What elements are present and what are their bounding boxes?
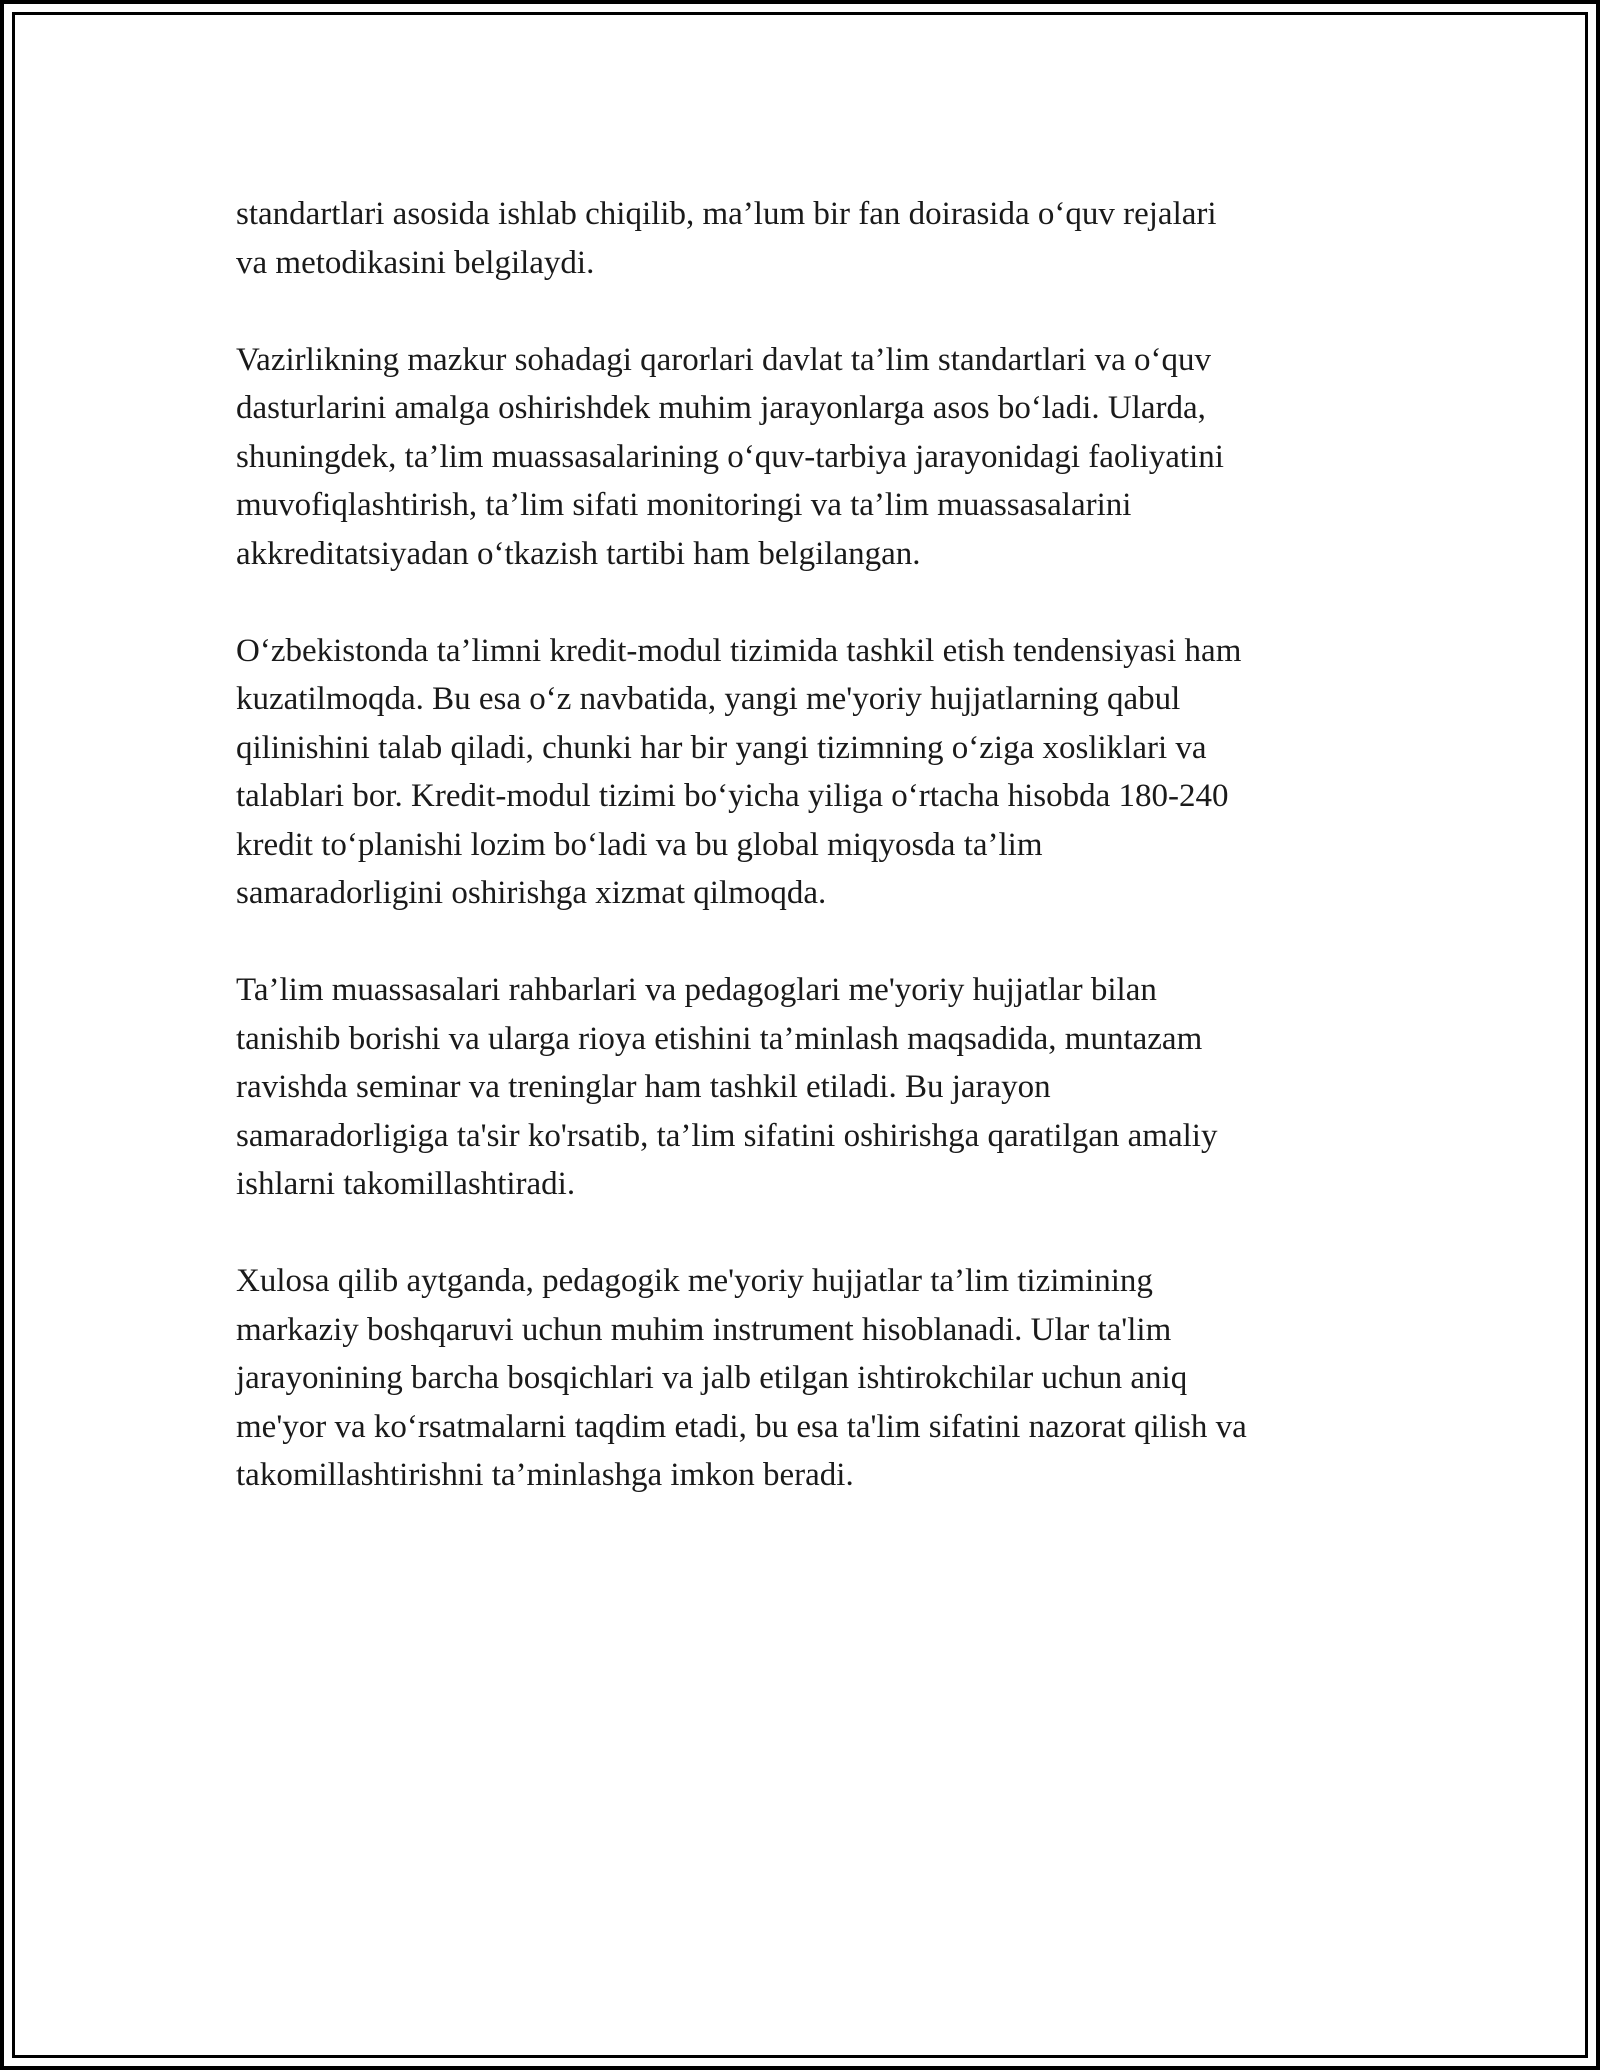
- document-body: [236, 190, 1366, 1548]
- text-line: talablari bor. Kredit-modul tizimi bo‘yicha yiliga o‘rtacha hisobda 180-240: [236, 778, 1229, 814]
- text-line: kuzatilmoqda. Bu esa o‘z navbatida, yangi me'yoriy hujjatlarning qabul: [236, 681, 1181, 717]
- paragraph: [236, 627, 1366, 918]
- text-line: ishlarni takomillashtiradi.: [236, 1166, 576, 1202]
- text-line: Xulosa qilib aytganda, pedagogik me'yoriy hujjatlar ta’lim tizimining: [236, 1263, 1153, 1299]
- text-line: O‘zbekistonda ta’limni kredit-modul tizimida tashkil etish tendensiyasi ham: [236, 632, 1242, 669]
- text-line: samaradorligiga ta'sir ko'rsatib, ta’lim sifatini oshirishga qaratilgan amaliy: [236, 1117, 1218, 1154]
- text-line: me'yor va ko‘rsatmalarni taqdim etadi, bu esa ta'lim sifatini nazorat qilish va: [236, 1408, 1247, 1445]
- text-line: muvofiqlashtirish, ta’lim sifati monitoringi va ta’lim muassasalarini: [236, 487, 1132, 523]
- text-line: markaziy boshqaruvi uchun muhim instrument hisoblanadi. Ular ta'lim: [236, 1311, 1172, 1348]
- text-line: ravishda seminar va treninglar ham tashkil etiladi. Bu jarayon: [236, 1069, 1051, 1105]
- text-line: Vazirlikning mazkur sohadagi qarorlari davlat ta’lim standartlari va o‘quv: [236, 341, 1211, 378]
- paragraph: [236, 336, 1366, 579]
- text-line: shuningdek, ta’lim muassasalarining o‘quv-tarbiya jarayonidagi faoliyatini: [236, 438, 1224, 475]
- text-line: akkreditatsiyadan o‘tkazish tartibi ham belgilangan.: [236, 535, 921, 572]
- text-line: Ta’lim muassasalari rahbarlari va pedagoglari me'yoriy hujjatlar bilan: [236, 972, 1157, 1008]
- paragraph: [236, 1257, 1366, 1500]
- text-line: samaradorligini oshirishga xizmat qilmoqda.: [236, 875, 827, 911]
- text-line: jarayonining barcha bosqichlari va jalb etilgan ishtirokchilar uchun aniq: [236, 1360, 1188, 1396]
- text-line: takomillashtirishni ta’minlashga imkon beradi.: [236, 1457, 854, 1493]
- text-line: standartlari asosida ishlab chiqilib, ma’lum bir fan doirasida o‘quv rejalari: [236, 196, 1217, 232]
- text-line: tanishib borishi va ularga rioya etishini ta’minlash maqsadida, muntazam: [236, 1020, 1203, 1057]
- text-line: qilinishini talab qiladi, chunki har bir yangi tizimning o‘ziga xosliklari va: [236, 729, 1207, 766]
- paragraph: [236, 190, 1366, 287]
- text-line: va metodikasini belgilaydi.: [236, 244, 595, 281]
- paragraph: [236, 966, 1366, 1209]
- text-line: dasturlarini amalga oshirishdek muhim jarayonlarga asos bo‘ladi. Ularda,: [236, 390, 1206, 426]
- text-line: kredit to‘planishi lozim bo‘ladi va bu global miqyosda ta’lim: [236, 826, 1043, 863]
